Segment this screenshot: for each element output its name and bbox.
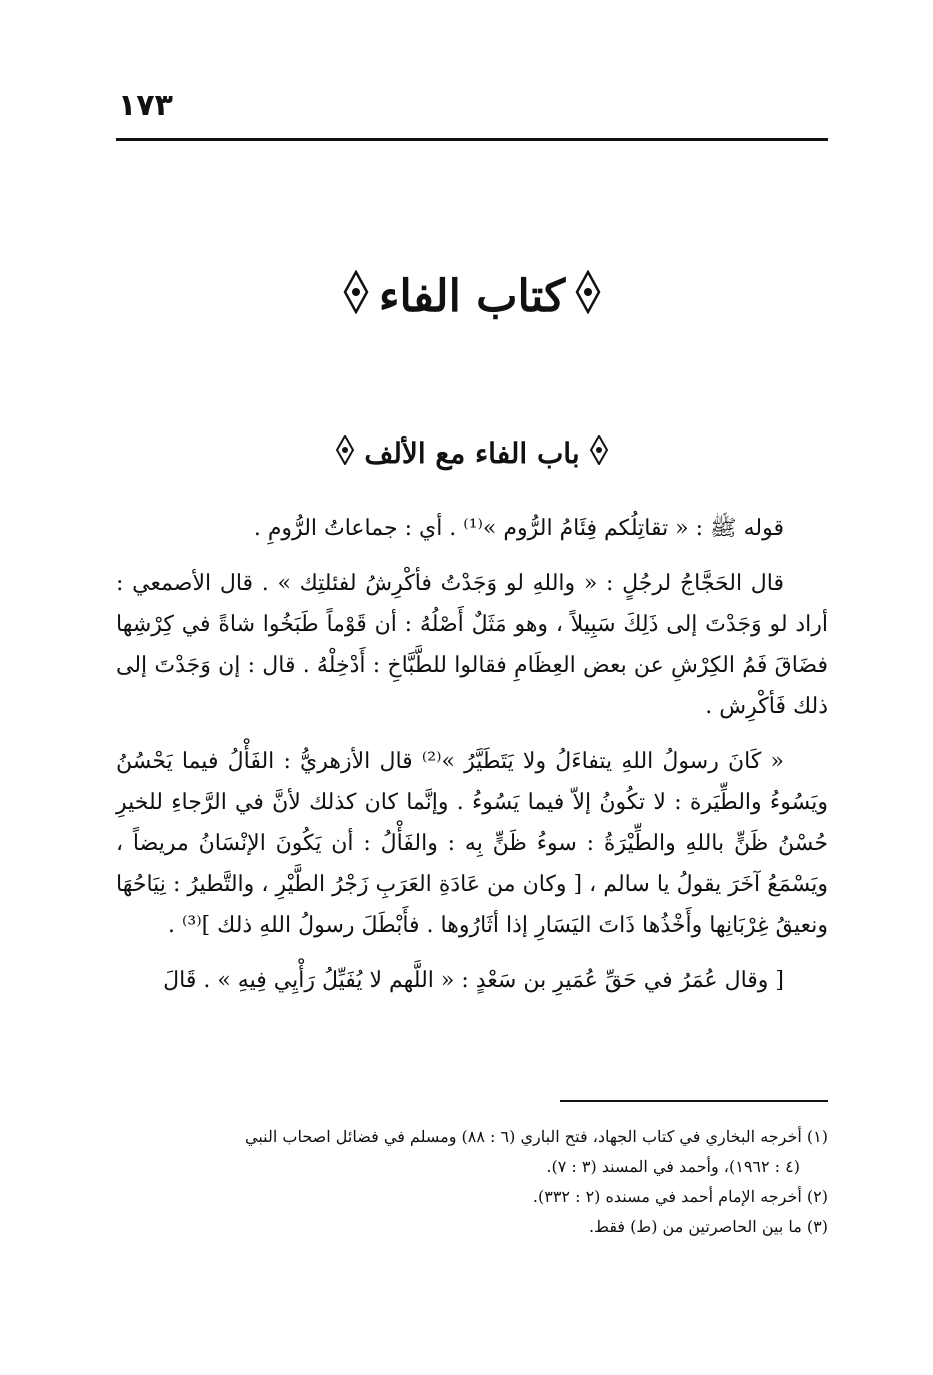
main-text	[116, 508, 828, 1015]
footnote: (١) أخرجه البخاري في كتاب الجهاد، فتح الباري (٦ : ٨٨) ومسلم في فضائل اصحاب النبي	[245, 1127, 828, 1146]
ornament-right-icon	[575, 265, 601, 335]
header-rule	[116, 138, 828, 141]
footnote-rule	[560, 1100, 828, 1102]
footnote: (٢) أخرجه الإمام أحمد في مسنده (٢ : ٣٣٢).	[532, 1187, 828, 1206]
ornament-right-icon	[590, 432, 608, 480]
footnote-continuation: (٤ : ١٩٦٢)، وأحمد في المسند (٣ : ٧).	[546, 1157, 800, 1176]
section-title-text: باب الفاء مع الألف	[364, 437, 580, 470]
book-title	[116, 262, 828, 335]
paragraph: « كَانَ رسولُ اللهِ يتفاءَلُ ولا يَتَطَيَّرُ »⁽²⁾ قال الأزهريُّ : الفَأْلُ فيما يَحْسُنُ ويَسُوءُ والطِّيَرة : لا تكُونُ إلاّ فيما يَسُوءُ . وإنَّما كان كذلك لأنَّ في الرَّجاءِ للخيرِ حُسْنُ ظَنٍّ باللهِ والطِّيْرَةُ : سوءُ ظَنٍّ بِه : والفَأْلُ : أن يَكُونَ الإنْسَانُ مريضاً ، ويَسْمَعُ آخَرَ يقولُ يا سالم ، [ وكان من عَادَةِ العَرَبِ زَجْرُ الطَّيْرِ ، والتَّطيرُ : نِيَاحُهَا ونعيقُ غِرْبَانِها وأَخْذُها ذَاتَ اليَسَارِ إذا أثَارُوها . فأَبْطَلَ رسولُ اللهِ ذلك ]⁽³⁾ .	[116, 749, 828, 938]
footnotes	[116, 1122, 828, 1242]
ornament-left-icon	[343, 265, 369, 335]
paragraph: قوله ﷺ : « تقاتِلُكم فِئَامُ الرُّوم »⁽¹⁾ . أي : جماعاتُ الرُّومِ .	[253, 516, 784, 541]
book-title-text: كتاب الفاء	[378, 271, 566, 322]
paragraph: قال الحَجَّاجُ لرجُلٍ : « واللهِ لو وَجَدْتُ فأكْرِشُ لفئلتِك » . قال الأصمعي : أراد لو وَجَدْتَ إلى ذَلِكَ سَبِيلاً ، وهو مَثَلٌ أَصْلُهُ : أن قَوْماً طَبَخُوا شاةً في كِرْشِها فضَاقَ فَمُ الكِرْشِ عن بعض العِظَامِ فقالوا للطَّبَّاخِ : أَدْخِلْهُ . قال : إن وَجَدْتَ إلى ذلك فَأكْرِش .	[116, 571, 828, 719]
paragraph: [ وقال عُمَرُ في حَقِّ عُمَيرِ بن سَعْدٍ : « اللَّهم لا يُفَيِّلُ رَأْيِي فِيهِ » . قَالَ	[163, 968, 784, 993]
page-number: ١٧٣	[118, 88, 173, 123]
ornament-left-icon	[336, 432, 354, 480]
footnote: (٣) ما بين الحاصرتين من (ط) فقط.	[589, 1217, 828, 1236]
section-title	[116, 430, 828, 480]
